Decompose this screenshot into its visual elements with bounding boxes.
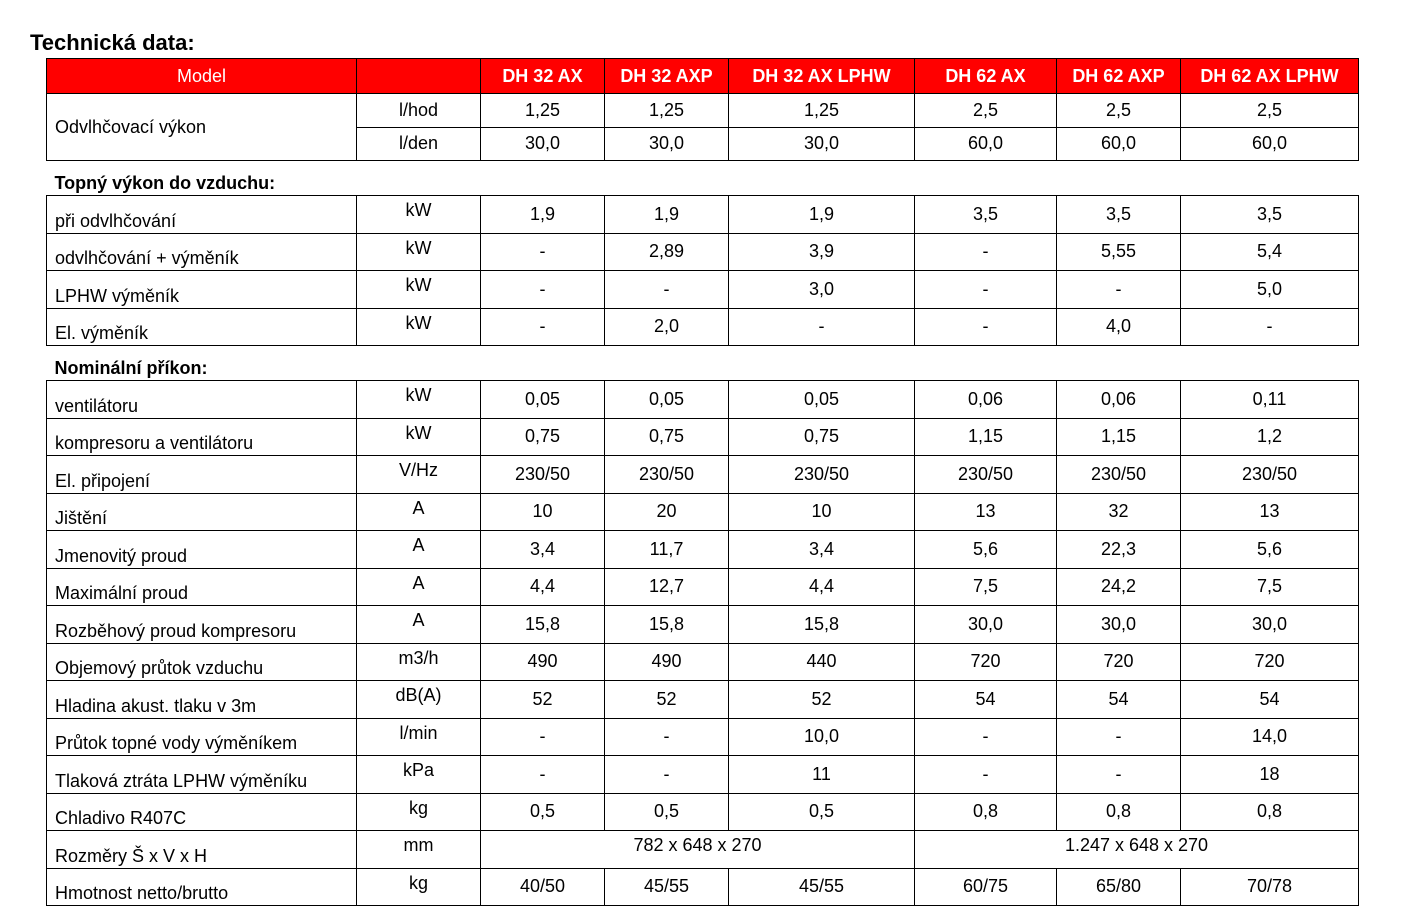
value-cell-merged: 782 x 648 x 270 — [481, 831, 915, 869]
table-row — [47, 756, 1359, 794]
value-cell: - — [481, 718, 605, 756]
value-cell: 4,4 — [729, 568, 915, 606]
value-cell: - — [915, 718, 1057, 756]
param-label: Chladivo R407C — [47, 793, 357, 831]
value-cell: 3,9 — [729, 233, 915, 271]
table-row — [47, 793, 1359, 831]
value-cell: 1,15 — [915, 418, 1057, 456]
value-cell: 1,25 — [729, 94, 915, 128]
section-heading-row — [47, 161, 1359, 196]
param-label: při odvlhčování — [47, 196, 357, 234]
value-cell: - — [729, 308, 915, 346]
section-heading: Topný výkon do vzduchu: — [47, 161, 1359, 196]
value-cell: 1,9 — [729, 196, 915, 234]
unit-cell: l/den — [357, 127, 481, 161]
unit-cell: kPa — [357, 756, 481, 794]
table-row — [47, 643, 1359, 681]
table-row — [47, 868, 1359, 906]
param-label: Objemový průtok vzduchu — [47, 643, 357, 681]
value-cell: 490 — [605, 643, 729, 681]
param-label: Jmenovitý proud — [47, 531, 357, 569]
value-cell: 5,6 — [1181, 531, 1359, 569]
value-cell: 30,0 — [729, 127, 915, 161]
header-row — [47, 59, 1359, 94]
value-cell: 32 — [1057, 493, 1181, 531]
unit-cell: kW — [357, 381, 481, 419]
value-cell: - — [915, 756, 1057, 794]
value-cell: 490 — [481, 643, 605, 681]
value-cell: 720 — [1181, 643, 1359, 681]
header-product: DH 32 AX LPHW — [729, 59, 915, 94]
page-title: Technická data: — [30, 30, 195, 55]
value-cell: - — [481, 271, 605, 309]
value-cell: 54 — [1057, 681, 1181, 719]
table-row — [47, 418, 1359, 456]
value-cell: 2,5 — [1057, 94, 1181, 128]
value-cell: 10,0 — [729, 718, 915, 756]
value-cell: - — [1057, 718, 1181, 756]
unit-cell: l/hod — [357, 94, 481, 128]
param-label: LPHW výměník — [47, 271, 357, 309]
value-cell: 14,0 — [1181, 718, 1359, 756]
value-cell: 7,5 — [1181, 568, 1359, 606]
value-cell: 0,05 — [729, 381, 915, 419]
value-cell: 15,8 — [481, 606, 605, 644]
value-cell: 5,0 — [1181, 271, 1359, 309]
unit-cell: V/Hz — [357, 456, 481, 494]
value-cell: 1,15 — [1057, 418, 1181, 456]
value-cell: 11,7 — [605, 531, 729, 569]
value-cell: 15,8 — [605, 606, 729, 644]
value-cell: 1,25 — [605, 94, 729, 128]
unit-cell: A — [357, 606, 481, 644]
value-cell: 0,75 — [729, 418, 915, 456]
value-cell: 30,0 — [1181, 606, 1359, 644]
param-label: El. výměník — [47, 308, 357, 346]
value-cell: 0,75 — [605, 418, 729, 456]
value-cell: - — [605, 718, 729, 756]
value-cell: 2,5 — [915, 94, 1057, 128]
value-cell: 5,6 — [915, 531, 1057, 569]
unit-cell: kW — [357, 308, 481, 346]
param-label: Maximální proud — [47, 568, 357, 606]
unit-cell: l/min — [357, 718, 481, 756]
unit-cell: A — [357, 493, 481, 531]
value-cell: 30,0 — [1057, 606, 1181, 644]
value-cell: 0,5 — [481, 793, 605, 831]
table-row — [47, 681, 1359, 719]
value-cell: 2,89 — [605, 233, 729, 271]
value-cell: - — [1057, 756, 1181, 794]
unit-cell: A — [357, 531, 481, 569]
section-heading: Nominální příkon: — [47, 346, 1359, 381]
value-cell: 65/80 — [1057, 868, 1181, 906]
unit-cell: dB(A) — [357, 681, 481, 719]
value-cell: 0,11 — [1181, 381, 1359, 419]
value-cell: 5,55 — [1057, 233, 1181, 271]
param-label: Hmotnost netto/brutto — [47, 868, 357, 906]
value-cell: 440 — [729, 643, 915, 681]
table-row — [47, 456, 1359, 494]
value-cell: 24,2 — [1057, 568, 1181, 606]
value-cell: 2,0 — [605, 308, 729, 346]
header-product: DH 32 AXP — [605, 59, 729, 94]
param-label: Rozběhový proud kompresoru — [47, 606, 357, 644]
value-cell: - — [1181, 308, 1359, 346]
value-cell: 4,0 — [1057, 308, 1181, 346]
header-model: Model — [47, 59, 357, 94]
header-product: DH 62 AX LPHW — [1181, 59, 1359, 94]
value-cell: 230/50 — [1057, 456, 1181, 494]
table-row — [47, 718, 1359, 756]
param-label: Tlaková ztráta LPHW výměníku — [47, 756, 357, 794]
unit-cell: mm — [357, 831, 481, 869]
value-cell: 70/78 — [1181, 868, 1359, 906]
value-cell: 4,4 — [481, 568, 605, 606]
table-row — [47, 308, 1359, 346]
value-cell: 30,0 — [481, 127, 605, 161]
header-product: DH 32 AX — [481, 59, 605, 94]
value-cell: - — [481, 233, 605, 271]
value-cell-merged: 1.247 x 648 x 270 — [915, 831, 1359, 869]
header-unit — [357, 59, 481, 94]
value-cell: 40/50 — [481, 868, 605, 906]
param-label: kompresoru a ventilátoru — [47, 418, 357, 456]
value-cell: 60/75 — [915, 868, 1057, 906]
table-row — [47, 568, 1359, 606]
value-cell: 0,8 — [1181, 793, 1359, 831]
value-cell: 18 — [1181, 756, 1359, 794]
unit-cell: kW — [357, 196, 481, 234]
value-cell: - — [915, 233, 1057, 271]
value-cell: 10 — [729, 493, 915, 531]
value-cell: 30,0 — [605, 127, 729, 161]
value-cell: 0,5 — [605, 793, 729, 831]
value-cell: 0,05 — [605, 381, 729, 419]
value-cell: - — [605, 756, 729, 794]
value-cell: 5,4 — [1181, 233, 1359, 271]
table-row — [47, 271, 1359, 309]
value-cell: - — [915, 308, 1057, 346]
value-cell: 0,75 — [481, 418, 605, 456]
value-cell: 54 — [915, 681, 1057, 719]
value-cell: 54 — [1181, 681, 1359, 719]
value-cell: - — [481, 308, 605, 346]
value-cell: 7,5 — [915, 568, 1057, 606]
param-label: El. připojení — [47, 456, 357, 494]
table-row — [47, 233, 1359, 271]
unit-cell: kW — [357, 271, 481, 309]
value-cell: 22,3 — [1057, 531, 1181, 569]
technical-data-table — [46, 58, 1359, 906]
value-cell: 10 — [481, 493, 605, 531]
value-cell: 3,4 — [729, 531, 915, 569]
value-cell: 0,06 — [915, 381, 1057, 419]
param-label: odvlhčování + výměník — [47, 233, 357, 271]
value-cell: 230/50 — [605, 456, 729, 494]
value-cell: 1,9 — [481, 196, 605, 234]
param-label: Průtok topné vody výměníkem — [47, 718, 357, 756]
value-cell: 52 — [729, 681, 915, 719]
param-label: Hladina akust. tlaku v 3m — [47, 681, 357, 719]
unit-cell: kg — [357, 793, 481, 831]
section-heading-row — [47, 346, 1359, 381]
unit-cell: kW — [357, 233, 481, 271]
value-cell: - — [915, 271, 1057, 309]
value-cell: 60,0 — [1181, 127, 1359, 161]
value-cell: 3,0 — [729, 271, 915, 309]
value-cell: 13 — [1181, 493, 1359, 531]
param-label: ventilátoru — [47, 381, 357, 419]
value-cell: 0,8 — [1057, 793, 1181, 831]
value-cell: 60,0 — [915, 127, 1057, 161]
table-row — [47, 196, 1359, 234]
table-row — [47, 831, 1359, 869]
table-row — [47, 381, 1359, 419]
value-cell: - — [605, 271, 729, 309]
table-row — [47, 531, 1359, 569]
value-cell: 12,7 — [605, 568, 729, 606]
value-cell: - — [481, 756, 605, 794]
unit-cell: kW — [357, 418, 481, 456]
value-cell: 0,06 — [1057, 381, 1181, 419]
value-cell: 0,05 — [481, 381, 605, 419]
value-cell: 0,5 — [729, 793, 915, 831]
value-cell: 230/50 — [915, 456, 1057, 494]
value-cell: 230/50 — [729, 456, 915, 494]
value-cell: 11 — [729, 756, 915, 794]
value-cell: 3,5 — [1181, 196, 1359, 234]
value-cell: 0,8 — [915, 793, 1057, 831]
param-label: Rozměry Š x V x H — [47, 831, 357, 869]
value-cell: 45/55 — [605, 868, 729, 906]
value-cell: 15,8 — [729, 606, 915, 644]
unit-cell: m3/h — [357, 643, 481, 681]
value-cell: 1,2 — [1181, 418, 1359, 456]
value-cell: 230/50 — [481, 456, 605, 494]
value-cell: 20 — [605, 493, 729, 531]
value-cell: 1,9 — [605, 196, 729, 234]
value-cell: 52 — [605, 681, 729, 719]
value-cell: 30,0 — [915, 606, 1057, 644]
param-label: Odvlhčovací výkon — [47, 94, 357, 161]
table-row — [47, 606, 1359, 644]
value-cell: - — [1057, 271, 1181, 309]
value-cell: 3,4 — [481, 531, 605, 569]
value-cell: 2,5 — [1181, 94, 1359, 128]
value-cell: 3,5 — [1057, 196, 1181, 234]
value-cell: 3,5 — [915, 196, 1057, 234]
value-cell: 60,0 — [1057, 127, 1181, 161]
value-cell: 45/55 — [729, 868, 915, 906]
table-row — [47, 94, 1359, 128]
param-label: Jištění — [47, 493, 357, 531]
value-cell: 1,25 — [481, 94, 605, 128]
value-cell: 13 — [915, 493, 1057, 531]
header-product: DH 62 AX — [915, 59, 1057, 94]
table-row — [47, 493, 1359, 531]
value-cell: 52 — [481, 681, 605, 719]
value-cell: 720 — [1057, 643, 1181, 681]
header-product: DH 62 AXP — [1057, 59, 1181, 94]
value-cell: 720 — [915, 643, 1057, 681]
unit-cell: kg — [357, 868, 481, 906]
value-cell: 230/50 — [1181, 456, 1359, 494]
unit-cell: A — [357, 568, 481, 606]
